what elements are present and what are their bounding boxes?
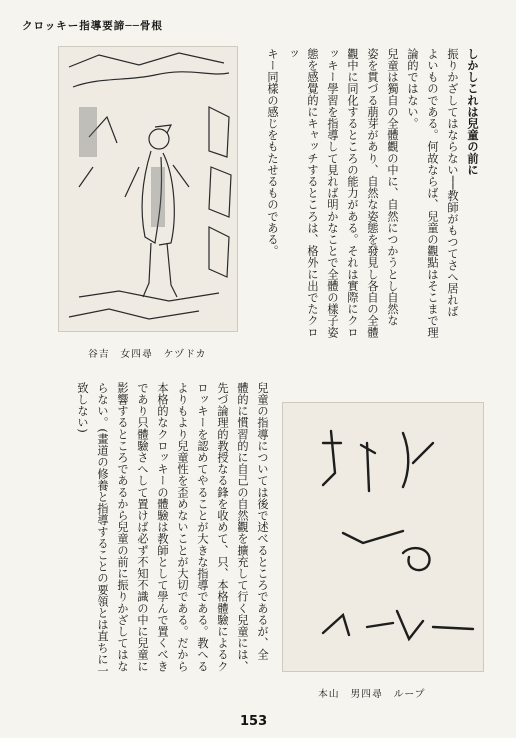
text-column: 姿を貫づる萠芽があり、自然な姿態を發見し各自の全體 <box>366 48 379 338</box>
text-column: 體的に慣習的に自己の自然觀を擴充して行く兒童には、 <box>236 382 249 672</box>
text-column: 致しない) <box>76 382 89 434</box>
figure-caption-top: 谷吉 女四尋 ケヅドカ <box>88 349 207 360</box>
text-column: 本格的なクロッキーの體驗は教師として學んで置くべき <box>156 382 169 672</box>
text-column: 論的ではない。 <box>406 48 419 130</box>
top-text-block <box>250 48 482 348</box>
sketch-figure-bottom <box>282 402 484 672</box>
text-column: 觀中に同化するところの能力がある。それは實際にクロ <box>346 48 359 338</box>
bottom-text-block <box>40 382 272 684</box>
text-heading: しかしこれは兒童の前に <box>466 48 479 176</box>
text-column: 先づ論理的教授なる鋒を收めて、只、本格體驗によるク <box>216 382 229 672</box>
figure-caption-bottom: 本山 男四尋 ループ <box>318 689 426 700</box>
text-column: 兒童は獨自の全體觀の中に、自然につかうとし自然な <box>386 48 399 327</box>
text-column: 影響するところであるから兒童の前に振りかざしてはな <box>116 382 129 672</box>
sketch-figure-top <box>58 46 238 332</box>
pencil-sketch-figure-icon <box>59 47 237 331</box>
page-number: 153 <box>240 714 268 729</box>
text-column: らない。(畫道の修養と指導することの要領とは直ちに一 <box>96 382 109 677</box>
text-column: よいものである。何故ならば、兒童の觀點はそこまで理 <box>426 48 439 338</box>
text-column: キー同樣の感じをもたせるものである。 <box>266 48 279 257</box>
text-column: 態を感覺的にキャッチするところは、格外に出でたクロッ <box>286 48 319 338</box>
running-header: クロッキー指導要諦──骨根 <box>22 20 163 32</box>
text-column: ロッキーを認めてやることが大きな指導である。教へる <box>196 382 209 672</box>
text-column: 振りかざしてはならない──教師がもつてさへ居れば <box>446 48 459 318</box>
pencil-sketch-figure-icon <box>283 403 483 671</box>
text-column: よりもより兒童性を歪めないことが大切である。だから <box>176 382 189 672</box>
text-column: であり只體驗さへして置けば必ず不知不識の中に兒童に <box>136 382 149 672</box>
text-column: ッキー學習を指導して見れば明かなことで全體の樣子姿 <box>326 48 339 338</box>
text-column: 兒童の指導については後で述べるところであるが、全 <box>256 382 269 661</box>
